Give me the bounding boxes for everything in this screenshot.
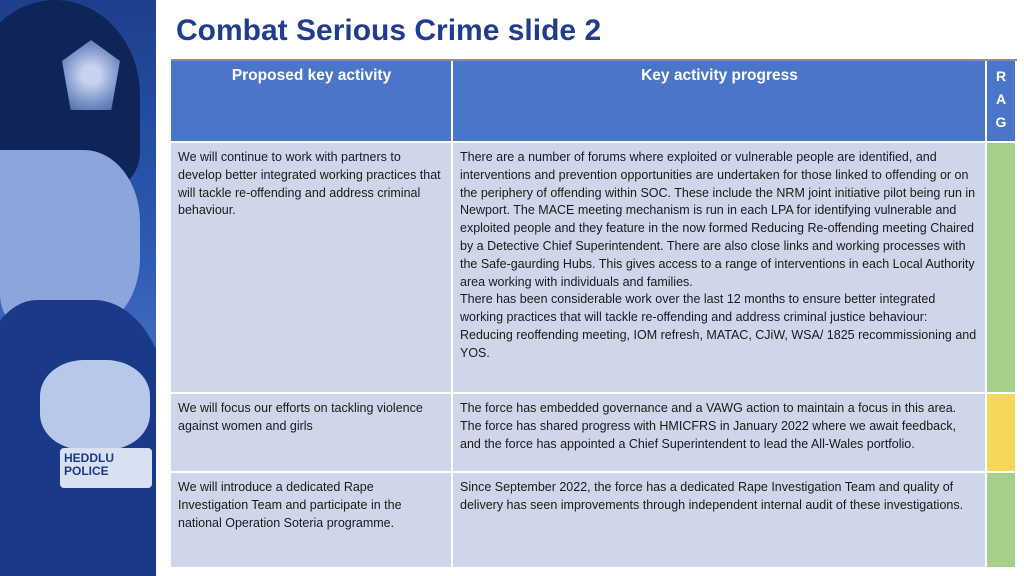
activity-table (171, 59, 1017, 567)
row-3-activity (171, 473, 453, 569)
row-3-progress (453, 473, 987, 569)
row-1-progress-text-2: There has been considerable work over the last 12 months to ensure better integrated working practices that will tackle re-offending and address criminal justice behaviour: Reducing reoffending meeting, IOM refresh, MATAC, CJiW, WSA/ 1825 recommissioning and YOS. (460, 292, 977, 360)
row-2-rag-status (987, 394, 1017, 473)
row-2-activity (171, 394, 453, 473)
row-2-progress-text-1: The force has embedded governance and a VAWG action to maintain a focus in this area. The force has shared progress with HMICFRS in January 2022 where we await feedback, and the force has appointed a Chief Superintendent to lead the All-Wales portfolio. (460, 401, 957, 451)
row-1-rag-status (987, 143, 1017, 394)
row-1-activity (171, 143, 453, 394)
rag-letter-g: G (995, 114, 1007, 130)
row-1-activity-text: We will continue to work with partners to develop better integrated working practices that will tackle re-offending and address criminal behaviour. (178, 150, 441, 218)
rag-letter-a: A (995, 91, 1007, 107)
row-2-progress (453, 394, 987, 473)
row-3-activity-text: We will introduce a dedicated Rape Investigation Team and participate in the national Operation Soteria programme. (178, 480, 402, 530)
row-1-progress-text-1: There are a number of forums where exploited or vulnerable people are identified, and interventions and prevention opportunities are undertaken for those linked to offending or on the periphery of offending within SOC. These include the NRM joint initiative pilot being run in Newport. The MACE meeting mechanism is run in each LPA for identifying vulnerable and exploited people and they feature in the now formed Reducing Re-offending meeting Chaired by a Detective Chief Superintendent. There are also close links and working processes with the Safe-gaurding Hubs. This gives access to a range of interventions in each Local Authority area working with individuals and families. (460, 150, 976, 289)
row-3-progress-text-1: Since September 2022, the force has a dedicated Rape Investigation Team and quality of delivery has seen improvements through independent internal audit of these investigations. (460, 480, 964, 512)
header-rag (987, 61, 1017, 143)
police-officer-photo (0, 0, 156, 576)
row-2-activity-text: We will focus our efforts on tackling violence against women and girls (178, 401, 423, 433)
row-1-progress (453, 143, 987, 394)
slide-title: Combat Serious Crime slide 2 (176, 14, 602, 47)
row-3-rag-status (987, 473, 1017, 569)
header-activity-progress: Key activity progress (453, 61, 987, 143)
police-patch: HEDDLU POLICE (60, 448, 152, 488)
rag-letter-r: R (995, 68, 1007, 84)
header-proposed-activity: Proposed key activity (171, 61, 453, 143)
officer-hand (40, 360, 150, 450)
